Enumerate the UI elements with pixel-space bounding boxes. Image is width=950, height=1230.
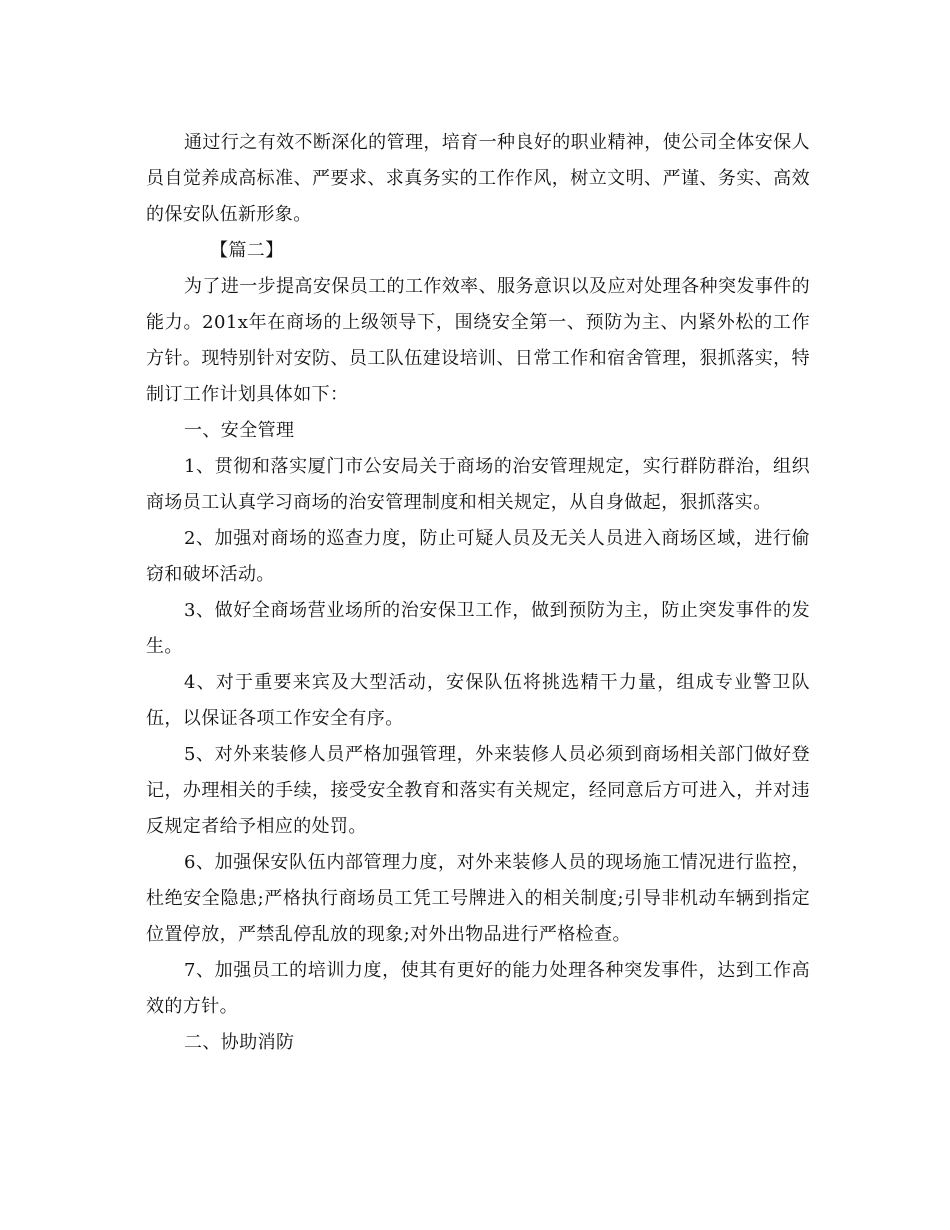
list-item-7: 7、加强员工的培训力度，使其有更好的能力处理各种突发事件，达到工作高效的方针。 [146, 960, 810, 1017]
section-heading-fire-assistance: 二、协助消防 [184, 1032, 295, 1053]
list-item-3: 3、做好全商场营业场所的治安保卫工作，做到预防为主，防止突发事件的发生。 [146, 600, 810, 657]
list-item-5: 5、对外来装修人员严格加强管理，外来装修人员必须到商场相关部门做好登记，办理相关的手续，接受安全教育和落实有关规定，经同意后方可进入，并对违反规定者给予相应的处罚。 [146, 744, 810, 837]
document-body [146, 125, 810, 1061]
list-item-2: 2、加强对商场的巡查力度，防止可疑人员及无关人员进入商场区域，进行偷窃和破坏活动。 [146, 528, 810, 585]
paragraph-purpose: 为了进一步提高安保员工的工作效率、服务意识以及应对处理各种突发事件的能力。201x年在商场的上级领导下，围绕安全第一、预防为主、内紧外松的工作方针。现特别针对安防、员工队伍建设培训、日常工作和宿舍管理，狠抓落实，特制订工作计划具体如下： [146, 276, 810, 405]
paragraph-intro: 通过行之有效不断深化的管理，培育一种良好的职业精神，使公司全体安保人员自觉养成高标准、严要求、求真务实的工作作风，树立文明、严谨、务实、高效的保安队伍新形象。 [146, 132, 810, 225]
list-item-4: 4、对于重要来宾及大型活动，安保队伍将挑选精干力量，组成专业警卫队伍，以保证各项工作安全有序。 [146, 672, 810, 729]
section-heading-security-management: 一、安全管理 [184, 420, 295, 441]
list-item-6: 6、加强保安队伍内部管理力度，对外来装修人员的现场施工情况进行监控，杜绝安全隐患;严格执行商场员工凭工号牌进入的相关制度;引导非机动车辆到指定位置停放，严禁乱停乱放的现象;对外出物品进行严格检查。 [146, 852, 810, 945]
list-item-1: 1、贯彻和落实厦门市公安局关于商场的治安管理规定，实行群防群治，组织商场员工认真学习商场的治安管理制度和相关规定，从自身做起，狠抓落实。 [146, 456, 810, 513]
section-heading-part-two: 【篇二】 [210, 240, 284, 261]
